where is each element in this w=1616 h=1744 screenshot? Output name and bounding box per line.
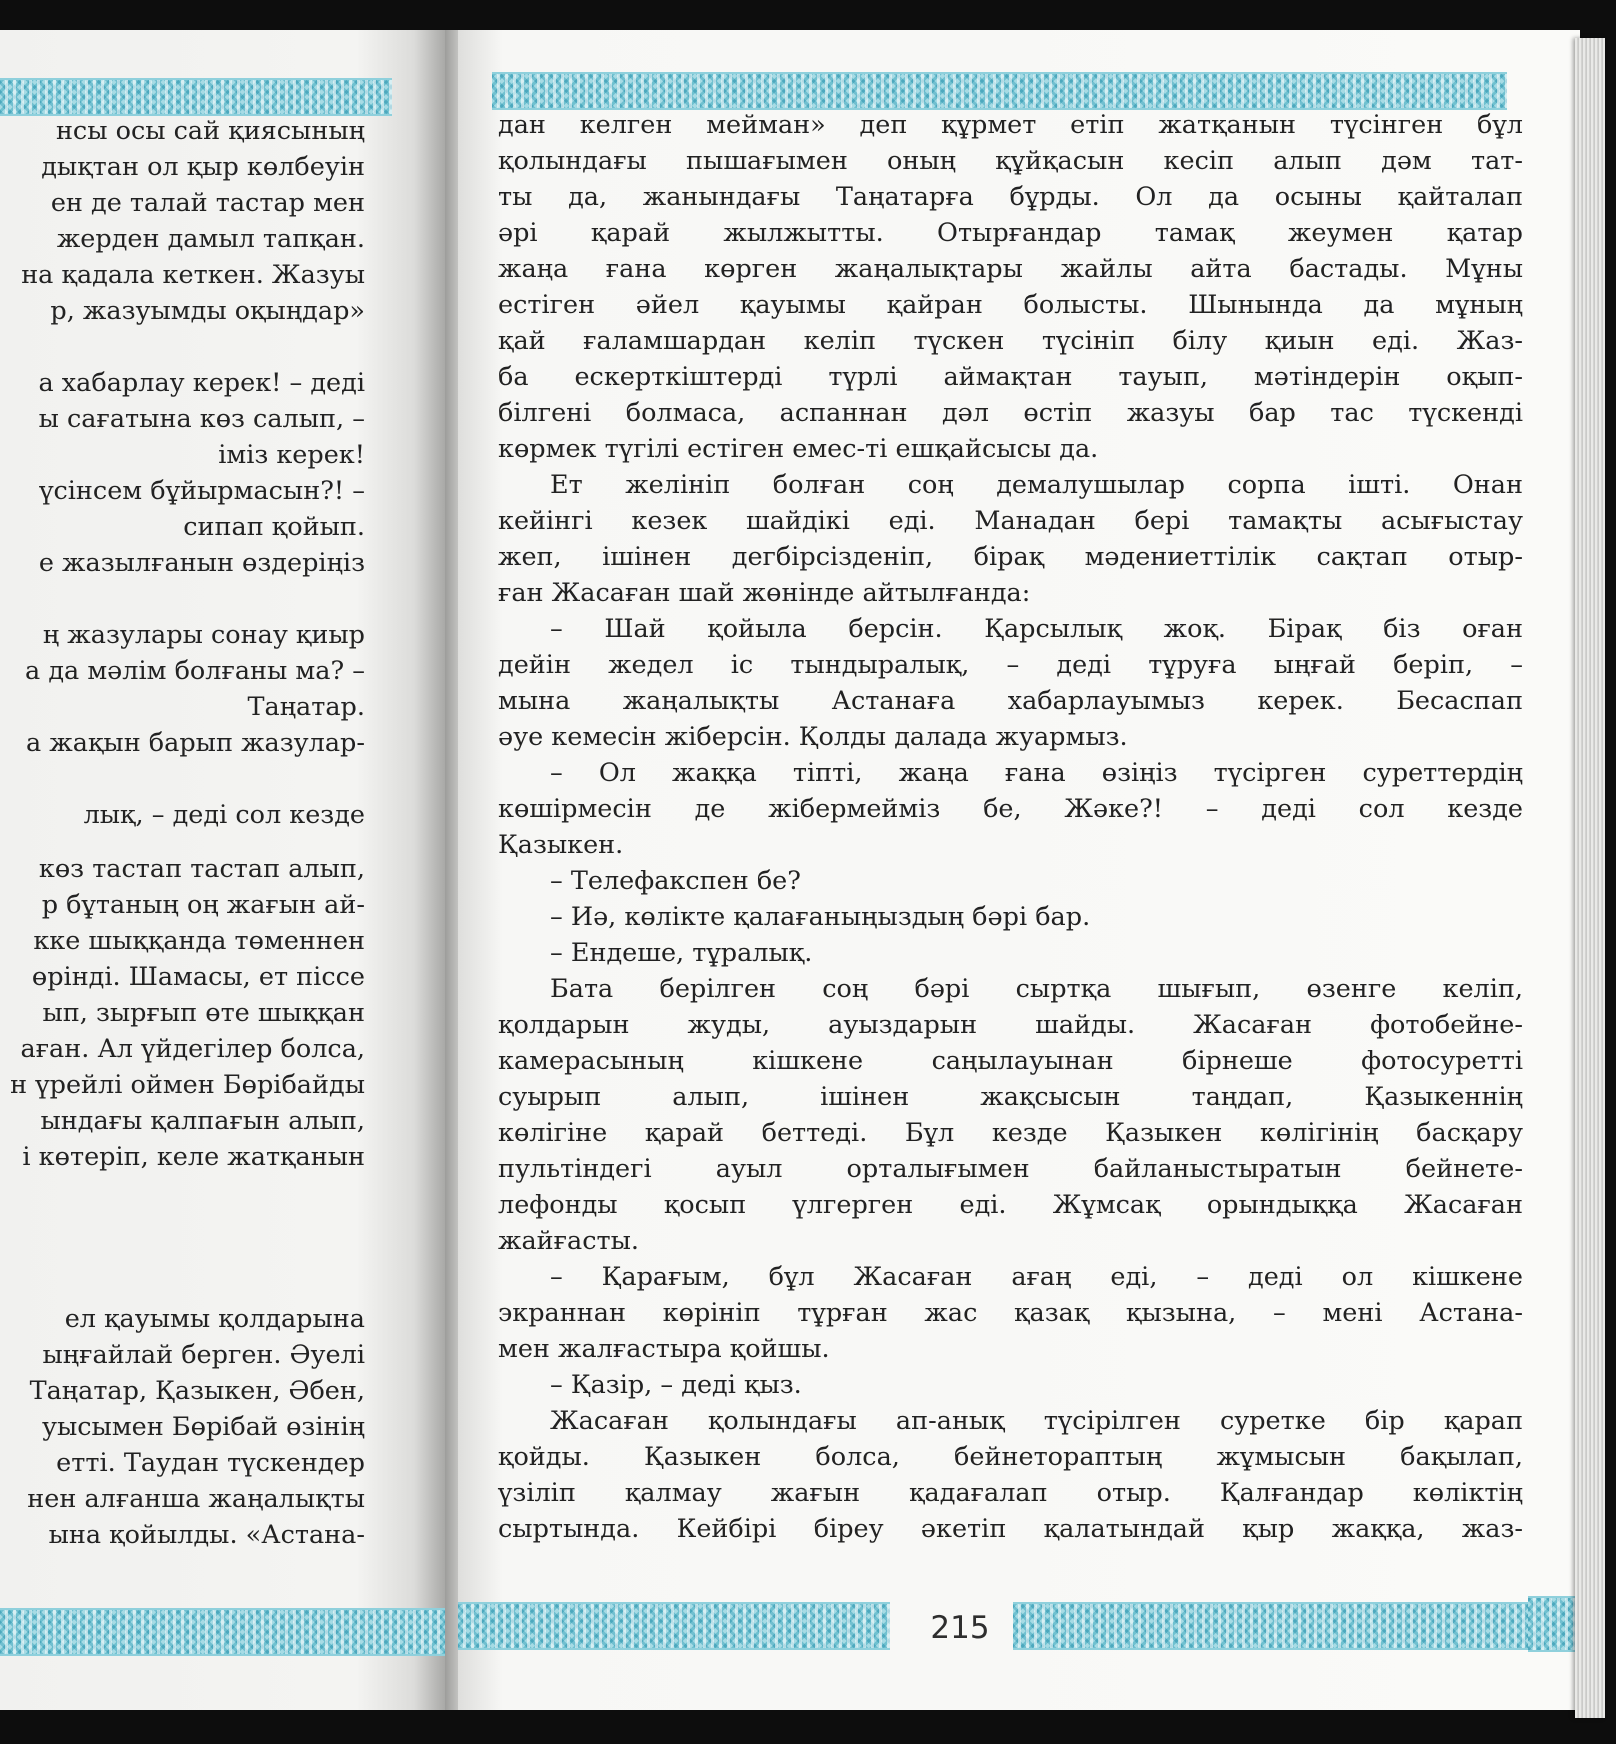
right-text-line: ба ескерткіштерді түрлі аймақтан тауып, мәтіндерін оқып- [498,362,1523,392]
left-text-line: ң жазулары сонау қиыр [42,620,365,650]
right-bottom-ornament-right [1013,1602,1528,1650]
right-text-line: ты да, жанындағы Таңатарға бұрды. Ол да осыны қайталап [498,182,1523,212]
right-text-line: қойды. Қазыкен болса, бейнетораптың жұмысын бақылап, [498,1442,1523,1472]
right-top-ornament [492,72,1507,110]
right-text-line: – Телефакспен бе? [550,866,801,896]
right-text-line: – Шай қойыла берсін. Қарсылық жоқ. Бірақ біз оған [550,614,1523,644]
right-text-line: пультіндегі ауыл орталығымен байланыстыратын бейнете- [498,1154,1523,1184]
right-text-line: жаңа ғана көрген жаңалықтары жайлы айта бастады. Мұны [498,254,1523,284]
right-text-line: мен жалғастыра қойшы. [498,1334,830,1364]
right-text-line: білгені болмаса, аспаннан дәл өстіп жазуы бар тас түскенді [498,398,1523,428]
right-text-line: көшірмесін де жібермейміз бе, Жәке?! – деді сол кезде [498,794,1523,824]
left-text-line: е жазылғанын өздеріңіз [38,548,365,578]
left-top-ornament [0,78,392,116]
left-text-line: Таңатар. [247,692,365,722]
right-text-line: Ет желініп болған соң демалушылар сорпа ішті. Онан [550,470,1523,500]
page-edges [1575,38,1605,1718]
left-text-line: кке шыққанда төменнен [33,926,365,956]
right-text-line: қолындағы пышағымен оның құйқасын кесіп алып дәм тат- [498,146,1523,176]
right-text-line: камерасының кішкене саңылауынан бірнеше фотосуретті [498,1046,1523,1076]
left-text-line: р, жазуымды оқыңдар» [50,296,365,326]
left-text-line: ына қойылды. «Астана- [48,1520,365,1550]
right-text-line: – Иә, көлікте қалағаныңыздың бәрі бар. [550,902,1091,932]
right-text-line: Бата берілген соң бәрі сыртқа шығып, өзенге келіп, [550,974,1523,1004]
right-text-line: экраннан көрініп тұрған жас қазақ қызына, – мені Астана- [498,1298,1523,1328]
left-text-line: үсінсем бұйырмасын?! – [39,476,365,506]
corner-ornament [1528,1596,1580,1652]
right-text-line: Қазыкен. [498,830,624,860]
right-text-line: дейін жедел іс тындыралық, – деді тұруға ыңғай беріп, – [498,650,1523,680]
right-text-line: ған Жасаған шай жөнінде айтылғанда: [498,578,1031,608]
left-text-line: лық, – деді сол кезде [83,800,365,830]
left-text-line: дықтан ол қыр көлбеуін [41,152,365,182]
page-number: 215 [930,1610,990,1646]
left-text-line: Таңатар, Қазыкен, Әбен, [29,1376,365,1406]
left-text-line: ы сағатына көз салып, – [38,404,365,434]
right-bottom-ornament-left [458,1602,890,1650]
right-text-line: қай ғаламшардан келіп түскен түсініп білу қиын еді. Жаз- [498,326,1523,356]
left-text-line: а да мәлім болғаны ма? – [25,656,365,686]
right-text-line: – Қазір, – деді қыз. [550,1370,802,1400]
right-text-line: көлігіне қарай беттеді. Бұл кезде Қазыкен көлігінің басқару [498,1118,1523,1148]
right-text-line: – Қарағым, бұл Жасаған ағаң еді, – деді ол кішкене [550,1262,1523,1292]
left-text-line: ел қауымы қолдарына [64,1304,365,1334]
left-text-line: аған. Ал үйдегілер болса, [20,1034,365,1064]
left-text-line: етті. Таудан түскендер [56,1448,365,1478]
left-text-line: өрінді. Шамасы, ет піссе [31,962,365,992]
left-text-line: жерден дамыл тапқан. [56,224,365,254]
right-text-line: қолдарын жуды, ауыздарын шайды. Жасаған фотобейне- [498,1010,1523,1040]
left-bottom-ornament [0,1608,445,1656]
left-text-line: іміз керек! [218,440,365,470]
left-text-line: нен алғанша жаңалықты [27,1484,365,1514]
right-text-line: кейінгі кезек шайдікі еді. Манадан бері тамақты асығыстау [498,506,1523,536]
left-text-line: ып, зырғып өте шыққан [42,998,365,1028]
right-text-line: жайғасты. [498,1226,639,1256]
right-text-line: – Ендеше, тұралық. [550,938,813,968]
left-text-line: ындағы қалпағын алып, [40,1106,365,1136]
right-text-line: мына жаңалықты Астанаға хабарлауымыз керек. Бесаспап [498,686,1523,716]
left-page [0,30,445,1710]
right-text-line: әрі қарай жылжытты. Отырғандар тамақ жеумен қатар [498,218,1523,248]
left-text-line: уысымен Бөрібай өзінің [41,1412,365,1442]
right-text-line: суырып алып, ішінен жақсысын таңдап, Қазыкеннің [498,1082,1523,1112]
right-text-line: үзіліп қалмау жағын қадағалап отыр. Қалғандар көліктің [498,1478,1523,1508]
left-text-line: на қадала кеткен. Жазуы [21,260,365,290]
right-text-line: жеп, ішінен дегбірсізденіп, бірақ мәдениеттілік сақтап отыр- [498,542,1523,572]
left-text-line: а хабарлау керек! – деді [38,368,365,398]
right-text-line: әуе кемесін жіберсін. Қолды далада жуармыз. [498,722,1128,752]
right-text-line: Жасаған қолындағы ап-анық түсірілген суретке бір қарап [550,1406,1523,1436]
right-text-line: дан келген мейман» деп құрмет етіп жатқанын түсінген бұл [498,110,1523,140]
right-text-line: – Ол жаққа тіпті, жаңа ғана өзіңіз түсірген суреттердің [550,758,1523,788]
right-text-line: сыртында. Кейбірі біреу әкетіп қалатындай қыр жаққа, жаз- [498,1514,1523,1544]
left-text-line: і көтеріп, келе жатқанын [22,1142,365,1172]
left-text-line: сипап қойып. [183,512,365,542]
left-text-line: ен де талай тастар мен [50,188,365,218]
right-text-line: көрмек түгілі естіген емес-ті ешқайсысы да. [498,434,1099,464]
left-text-line: ыңғайлай берген. Әуелі [42,1340,365,1370]
left-text-line: р бұтаның оң жағын ай- [41,890,365,920]
right-text-line: лефонды қосып үлгерген еді. Жұмсақ орындыққа Жасаған [498,1190,1523,1220]
left-text-line: а жақын барып жазулар- [25,728,365,758]
right-page [458,30,1580,1710]
left-text-line: нсы осы сай қиясының [55,116,365,146]
left-text-line: н үрейлі оймен Бөрібайды [10,1070,365,1100]
left-text-line: көз тастап тастап алып, [38,854,365,884]
right-text-line: естіген әйел қауымы қайран болысты. Шынында да мұның [498,290,1523,320]
